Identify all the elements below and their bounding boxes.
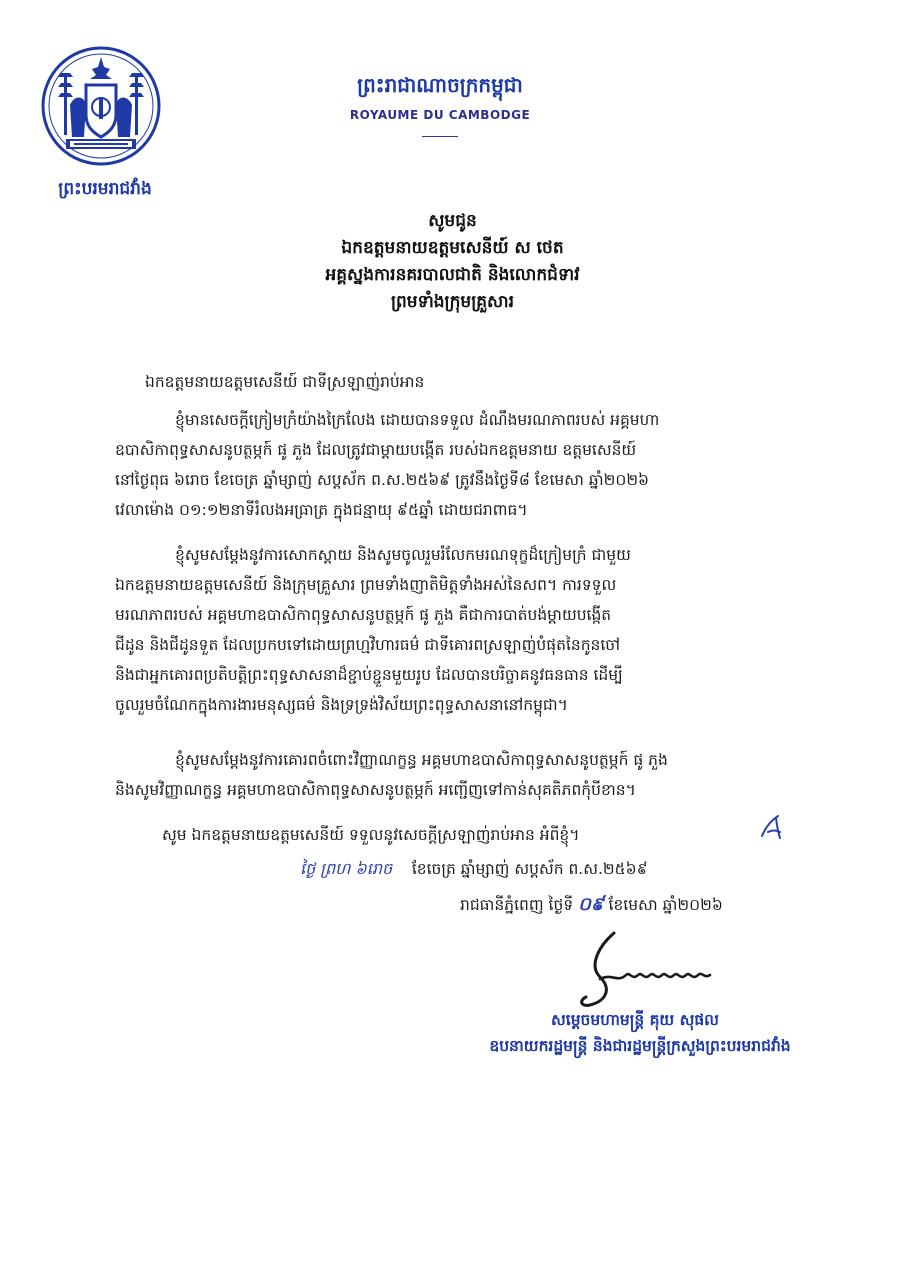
letter-paragraph-1 <box>115 405 805 525</box>
lunar-date-line <box>300 858 648 882</box>
lunar-month-year: ខែចេត្រ ឆ្នាំម្សាញ់ សប្តស័ក ព.ស.២៥៦៩ <box>411 860 648 878</box>
paragraph-line: ខ្ញុំសូមសម្តែងនូវការគោរពចំពោះវិញ្ញាណក្ខន្ធ អគ្គមហាឧបាសិកាពុទ្ធសាសនូបត្ថម្ភក៍ ផូ ភួង <box>175 751 668 769</box>
kingdom-title-khmer: ព្រះរាជាណាចក្រកម្ពុជា <box>357 73 523 97</box>
address-line-1: សូមជូន <box>428 211 477 231</box>
signer-title: ឧបនាយករដ្ឋមន្ត្រី និងជារដ្ឋមន្ត្រីក្រសួងព្រះបរមរាជវាំង <box>489 1037 791 1055</box>
paragraph-line: ខ្ញុំមានសេចក្តីក្រៀមក្រំយ៉ាងក្រៃលែង ដោយបានទទួល ដំណឹងមរណភាពរបស់ អគ្គមហា <box>175 411 660 429</box>
address-line-4: ព្រមទាំងក្រុមគ្រួសារ <box>390 292 515 312</box>
letter-salutation: ឯកឧត្តមនាយឧត្តមសេនីយ៍ ជាទីស្រឡាញ់រាប់អាន <box>145 373 425 391</box>
handwritten-signature-icon <box>560 925 760 1015</box>
paragraph-line: ចូលរួមចំណែកក្នុងការងារមនុស្សធម៌ និងទ្រទ្រង់វិស័យព្រះពុទ្ធសាសនានៅកម្ពុជា។ <box>115 696 568 714</box>
paragraph-line: ឧបាសិកាពុទ្ធសាសនូបត្ថម្ភក៍ ផូ ភួង ដែលត្រូវជាម្តាយបង្កើត របស់ឯកឧត្តមនាយ ឧត្តមសេនីយ៍ <box>115 441 637 459</box>
place-date-line <box>460 892 723 919</box>
lunar-day-handwritten: ព្រហ ៦រោច <box>320 859 393 878</box>
place-prefix: រាជធានីភ្នំពេញ ថ្ងៃទី <box>460 896 574 914</box>
royal-crest-icon <box>40 45 162 167</box>
lunar-day-label: ថ្ងៃ <box>300 859 316 878</box>
day-number-handwritten: ០៩ <box>578 894 604 915</box>
paragraph-line: ឯកឧត្តមនាយឧត្តមសេនីយ៍ និងក្រុមគ្រួសារ ព្រមទាំងញាតិមិត្តទាំងអស់នៃសព។ ការទទួល <box>115 576 617 594</box>
kingdom-title-french: ROYAUME DU CAMBODGE <box>349 108 531 122</box>
letter-closing: សូម ឯកឧត្តមនាយឧត្តមសេនីយ៍ ទទួលនូវសេចក្តីស្រឡាញ់រាប់អាន អំពីខ្ញុំ។ <box>162 826 580 844</box>
issuing-office-name: ព្រះបរមរាជវាំង <box>58 179 152 199</box>
handwritten-mark-icon <box>758 812 786 842</box>
paragraph-line: ជីដូន និងជីដូនទួត ដែលប្រកបទៅដោយព្រហ្មវិហារធម៌ ជាទីគោរពស្រឡាញ់បំផុតនៃកូនចៅ <box>115 636 621 654</box>
paragraph-line: មរណភាពរបស់ អគ្គមហាឧបាសិកាពុទ្ធសាសនូបត្ថម្ភក៍ ផូ ភួង គឺជាការបាត់បង់ម្តាយបង្កើត <box>115 606 612 624</box>
paragraph-line: ខ្ញុំសូមសម្តែងនូវការសោកស្តាយ និងសូមចូលរួមរំលែកមរណទុក្ខដ៏ក្រៀមក្រំ ជាមួយ <box>175 546 631 564</box>
header-divider <box>422 136 458 137</box>
paragraph-line: និងជាអ្នកគោរពប្រតិបត្តិព្រះពុទ្ធសាសនាដ៏ខ្ជាប់ខ្ជួនមួយរូប ដែលបានបរិច្ចាគនូវធនធាន ដើម្បី <box>115 666 623 684</box>
letter-paragraph-2 <box>115 540 805 720</box>
paragraph-line: វេលាម៉ោង ០១:១២នាទីរំលងអធ្រាត្រ ក្នុងជន្មាយុ ៩៥ឆ្នាំ ដោយជរាពាធ។ <box>115 501 528 519</box>
signer-name: សម្តេចមហាមន្ត្រី គុយ សុផល <box>551 1011 719 1029</box>
address-line-2: ឯកឧត្តមនាយឧត្តមសេនីយ៍ ស ថេត <box>341 238 564 258</box>
paragraph-line: នៅថ្ងៃពុធ ៦រោច ខែចេត្រ ឆ្នាំម្សាញ់ សប្តស័ក ព.ស.២៥៦៩ ត្រូវនឹងថ្ងៃទី៨ ខែមេសា ឆ្នាំ២០២៦ <box>115 471 650 489</box>
letter-paragraph-3 <box>115 745 805 805</box>
paragraph-line: និងសូមវិញ្ញាណក្ខន្ធ អគ្គមហាឧបាសិកាពុទ្ធសាសនូបត្ថម្ភក៍ អញ្ជើញទៅកាន់សុគតិភពកុំបីខាន។ <box>115 781 636 799</box>
address-line-3: អគ្គស្នងការនគរបាលជាតិ និងលោកជំទាវ <box>325 265 580 285</box>
month-year: ខែមេសា ឆ្នាំ២០២៦ <box>608 896 723 914</box>
